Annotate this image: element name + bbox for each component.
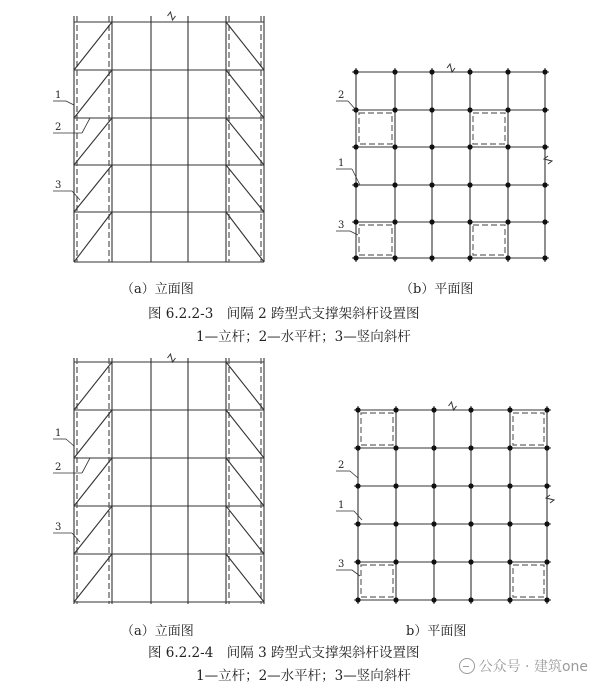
- fig1-elevation-diagonal-brace: [74, 165, 112, 212]
- fig1-elevation-diagonal-brace: [226, 212, 264, 262]
- fig2-plan-post-node: [431, 521, 436, 526]
- fig1-plan-post-node: [467, 255, 472, 260]
- fig2-plan-post-node: [355, 407, 360, 412]
- fig1-plan-post-node: [467, 107, 472, 112]
- fig1-plan-post-node: [353, 144, 358, 149]
- fig1-elevation-callout-2-label: 2: [55, 122, 62, 133]
- fig2-plan-post-node: [431, 483, 436, 488]
- fig1-plan-post-node: [353, 69, 358, 74]
- fig2-plan-post-node: [468, 445, 473, 450]
- fig2-plan-braced-bay: [361, 565, 393, 597]
- fig2-plan-post-node: [355, 445, 360, 450]
- fig1-elevation-diagonal-brace: [226, 165, 264, 212]
- fig2-plan-post-node: [507, 483, 512, 488]
- fig1-plan-post-node: [505, 255, 510, 260]
- fig2-plan-callout-3-leader-tip: [352, 570, 360, 576]
- fig1-plan-post-node: [429, 144, 434, 149]
- fig1-plan-post-node: [505, 69, 510, 74]
- fig1-plan-callout-3-label: 3: [338, 220, 345, 231]
- fig1-plan-post-node: [429, 219, 434, 224]
- fig1-plan-post-node: [392, 69, 397, 74]
- fig1-legend: 1—立杆；2—水平杆；3—竖向斜杆: [196, 329, 411, 345]
- fig2-elevation-callout-1-leader-tip: [66, 439, 74, 446]
- fig2-plan-post-node: [431, 597, 436, 602]
- fig2-plan-post-node: [544, 559, 549, 564]
- fig1-plan-braced-bay: [473, 113, 505, 144]
- fig2-elevation-diagonal-brace: [74, 554, 112, 602]
- fig2-elevation-callout-2-label: 2: [55, 462, 62, 473]
- fig1-plan-post-node: [542, 69, 547, 74]
- fig2-plan-callout-3-label: 3: [338, 559, 345, 570]
- fig2-elevation-callout-3-label: 3: [55, 522, 62, 533]
- fig1-plan-post-node: [429, 69, 434, 74]
- fig1-elevation-break-mark: [168, 12, 176, 20]
- fig1-plan-braced-bay: [359, 225, 392, 255]
- fig2-plan-post-node: [468, 521, 473, 526]
- fig2-plan-caption: b）平面图: [406, 624, 467, 639]
- fig2-elevation-caption: （a）立面图: [121, 624, 194, 639]
- fig1-plan-post-node: [467, 144, 472, 149]
- fig1-elevation-callout-3-leader-tip: [72, 191, 80, 200]
- fig1-plan-post-node: [429, 255, 434, 260]
- fig1-plan-post-node: [467, 182, 472, 187]
- fig2-plan-braced-bay: [513, 565, 544, 597]
- fig1-elevation-callout-1-leader-tip: [66, 101, 74, 105]
- fig2-plan-post-node: [393, 559, 398, 564]
- fig1-elevation-diagonal-brace: [74, 118, 112, 165]
- fig2-plan-post-node: [468, 483, 473, 488]
- fig1-elevation-diagonal-brace: [226, 70, 264, 118]
- fig2-plan-post-node: [393, 483, 398, 488]
- fig1-plan-post-node: [353, 182, 358, 187]
- fig2-plan-braced-bay: [361, 413, 393, 445]
- fig2-plan-post-node: [507, 597, 512, 602]
- fig2-plan-post-node: [431, 559, 436, 564]
- fig1-plan-post-node: [505, 144, 510, 149]
- fig2-elevation-callout-1-label: 1: [55, 428, 62, 439]
- fig1-title: 图 6.2.2-3 间隔 2 跨型式支撑架斜杆设置图: [148, 306, 420, 322]
- fig2-plan-break-mark: [449, 402, 457, 410]
- fig2-elevation-callout-2-leader-tip: [82, 458, 90, 473]
- fig1-plan-post-node: [505, 219, 510, 224]
- wechat-icon: [459, 658, 475, 674]
- fig1-plan-post-node: [542, 219, 547, 224]
- fig1-plan-post-node: [392, 144, 397, 149]
- fig1-plan-braced-bay: [473, 225, 505, 255]
- fig1-elevation-diagonal-brace: [74, 212, 112, 262]
- fig1-elevation-diagonal-brace: [74, 22, 112, 70]
- fig2-elevation-diagonal-brace: [226, 362, 264, 410]
- fig1-elevation-caption: （a）立面图: [121, 282, 194, 297]
- fig2-plan-post-node: [544, 445, 549, 450]
- fig1-plan-callout-1-label: 2: [338, 90, 345, 101]
- fig1-plan-post-node: [542, 255, 547, 260]
- fig2-plan-post-node: [393, 597, 398, 602]
- fig2-plan-post-node: [468, 407, 473, 412]
- fig1-plan-braced-bay: [359, 113, 392, 144]
- fig1-elevation-diagonal-brace: [226, 22, 264, 70]
- fig2-elevation-diagonal-brace: [226, 458, 264, 506]
- fig1-plan-post-node: [392, 255, 397, 260]
- fig1-plan-post-node: [542, 107, 547, 112]
- fig1-plan-post-node: [353, 219, 358, 224]
- fig2-plan-callout-2-label: 1: [338, 500, 345, 511]
- fig2-plan-post-node: [355, 597, 360, 602]
- fig2-plan-post-node: [507, 521, 512, 526]
- fig2-elevation-diagonal-brace: [74, 410, 112, 458]
- fig2-legend: 1—立杆；2—水平杆；3—竖向斜杆: [196, 668, 411, 684]
- fig2-plan-post-node: [507, 445, 512, 450]
- fig2-plan-post-node: [544, 521, 549, 526]
- fig1-plan-post-node: [392, 107, 397, 112]
- fig1-plan-post-node: [467, 69, 472, 74]
- fig2-plan-callout-1-label: 2: [338, 460, 345, 471]
- fig1-plan-caption: （b）平面图: [400, 282, 474, 297]
- fig2-plan-post-node: [544, 597, 549, 602]
- fig1-plan-post-node: [467, 219, 472, 224]
- fig2-elevation-break-mark: [168, 354, 176, 362]
- fig2-plan-post-node: [468, 597, 473, 602]
- fig1-elevation-callout-3-label: 3: [55, 180, 62, 191]
- fig1-elevation-callout-2-leader-tip: [82, 118, 90, 133]
- fig1-plan-callout-3-leader-tip: [350, 231, 358, 235]
- fig2-plan-post-node: [355, 521, 360, 526]
- fig1-plan-post-node: [542, 144, 547, 149]
- fig2-plan-post-node: [544, 483, 549, 488]
- fig1-elevation-callout-1-label: 1: [55, 90, 62, 101]
- fig2-plan-braced-bay: [513, 413, 544, 445]
- fig2-plan-post-node: [393, 521, 398, 526]
- fig2-elevation-diagonal-brace: [226, 554, 264, 602]
- fig2-plan-post-node: [393, 445, 398, 450]
- fig2-plan-post-node: [431, 407, 436, 412]
- fig2-plan-post-node: [355, 483, 360, 488]
- fig1-plan-post-node: [505, 182, 510, 187]
- fig2-plan-post-node: [468, 559, 473, 564]
- fig1-elevation-diagonal-brace: [226, 118, 264, 165]
- fig1-plan-post-node: [353, 255, 358, 260]
- fig2-plan-callout-1-leader-tip: [350, 471, 358, 478]
- fig1-plan-callout-2-label: 1: [338, 158, 345, 169]
- watermark-text: 公众号 · 建筑one: [478, 659, 588, 675]
- fig2-elevation-diagonal-brace: [74, 458, 112, 506]
- fig2-elevation-diagonal-brace: [74, 362, 112, 410]
- fig1-plan-post-node: [505, 107, 510, 112]
- fig2-plan-post-node: [355, 559, 360, 564]
- fig2-title: 图 6.2.2-4 间隔 3 跨型式支撑架斜杆设置图: [148, 645, 420, 661]
- fig2-plan-post-node: [431, 445, 436, 450]
- fig1-plan-post-node: [392, 182, 397, 187]
- fig2-plan-post-node: [544, 407, 549, 412]
- fig1-elevation-diagonal-brace: [74, 70, 112, 118]
- fig1-plan-post-node: [542, 182, 547, 187]
- fig2-plan-post-node: [393, 407, 398, 412]
- watermark: [459, 656, 588, 676]
- fig1-plan-post-node: [429, 107, 434, 112]
- fig1-plan-callout-1-leader-tip: [348, 101, 356, 110]
- fig2-plan-post-node: [507, 559, 512, 564]
- fig1-plan-post-node: [392, 219, 397, 224]
- fig2-plan-post-node: [507, 407, 512, 412]
- fig2-elevation-diagonal-brace: [226, 410, 264, 458]
- fig1-plan-break-mark: [447, 64, 455, 72]
- fig2-elevation-callout-3-leader-tip: [72, 533, 80, 542]
- fig2-elevation-diagonal-brace: [226, 506, 264, 554]
- fig1-plan-post-node: [429, 182, 434, 187]
- fig2-elevation-diagonal-brace: [74, 506, 112, 554]
